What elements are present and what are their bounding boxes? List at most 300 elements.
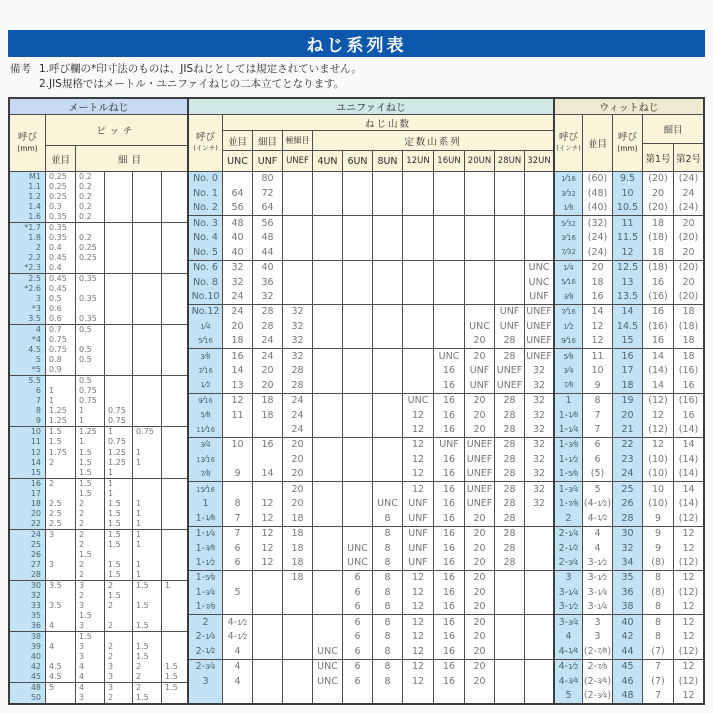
table-cell: 10 xyxy=(651,483,665,495)
table-cell xyxy=(525,571,553,585)
table-cell: 16 xyxy=(442,379,456,391)
whitworth-no2-header: 第2号 xyxy=(675,153,702,165)
value-column xyxy=(253,172,283,215)
table-cell xyxy=(343,172,372,186)
table-cell: 12 xyxy=(261,542,274,554)
whitworth-call-inch-header xyxy=(555,115,583,171)
table-cell: 1.5 xyxy=(136,651,149,661)
table-cell: 1.5 xyxy=(108,529,121,539)
table-cell: 24 xyxy=(30,529,41,539)
value-column xyxy=(643,216,674,259)
table-cell: 45 xyxy=(30,671,41,681)
table-cell xyxy=(283,630,312,644)
table-cell: 6 xyxy=(594,439,601,451)
row-group xyxy=(10,172,187,222)
table-cell: 8 xyxy=(594,395,601,407)
value-column xyxy=(133,223,162,273)
table-cell: No. 5 xyxy=(193,246,218,258)
table-cell: UNF xyxy=(439,439,459,451)
table-cell: 1.5 xyxy=(165,682,178,692)
value-column xyxy=(343,615,373,658)
value-column xyxy=(46,427,76,477)
whitworth-column-headers xyxy=(555,115,703,172)
value-column xyxy=(643,349,674,392)
table-cell: (8) xyxy=(651,556,665,568)
table-cell: 3- 3 ⁄ 4 xyxy=(558,616,579,628)
table-cell: 4- 1 ⁄ 2 xyxy=(227,631,248,643)
table-cell: 16 xyxy=(651,306,665,318)
table-cell xyxy=(465,261,494,275)
table-cell: 14 xyxy=(682,483,695,495)
size-designation-column xyxy=(189,216,223,259)
value-column xyxy=(434,438,465,481)
table-cell: 4 xyxy=(49,641,55,651)
table-cell: 13 ⁄ 16 xyxy=(196,453,215,465)
table-cell: 20 xyxy=(231,320,244,332)
table-cell: UNF xyxy=(469,365,490,377)
table-cell: 0.75 xyxy=(79,396,97,406)
table-cell xyxy=(253,571,282,585)
table-cell xyxy=(46,550,75,560)
table-cell: (2- 3 ⁄ 4 ) xyxy=(583,675,612,687)
table-cell: 18 xyxy=(651,217,665,229)
table-cell: 12 xyxy=(621,246,634,258)
table-cell: 11.5 xyxy=(616,232,639,244)
table-cell: 25 xyxy=(30,539,41,549)
table-cell: 11 xyxy=(231,409,244,421)
value-column xyxy=(76,376,105,426)
table-cell: 5 ⁄ 16 xyxy=(561,276,576,288)
value-column xyxy=(343,394,373,437)
table-cell: 28 xyxy=(503,512,516,524)
table-cell: 7 ⁄ 16 xyxy=(198,365,213,377)
table-cell: 1.8 xyxy=(28,233,41,243)
unified-tpi-header: ねじ山数 xyxy=(223,115,553,131)
table-cell xyxy=(525,186,553,200)
table-cell: 0.45 xyxy=(49,284,67,294)
table-cell xyxy=(223,600,252,614)
table-cell: No. 8 xyxy=(193,276,218,288)
table-cell: (16) xyxy=(648,291,668,302)
table-cell: 4- 1 ⁄ 2 xyxy=(587,512,608,524)
table-cell xyxy=(495,172,524,186)
table-cell xyxy=(76,365,104,375)
table-cell xyxy=(283,600,312,614)
size-designation-column xyxy=(613,261,643,304)
table-cell xyxy=(495,585,524,599)
table-cell xyxy=(283,644,312,658)
table-cell: 1.5 xyxy=(49,437,62,447)
table-cell: 28 xyxy=(503,350,516,362)
table-cell: 5 xyxy=(565,689,572,701)
value-column xyxy=(434,527,465,570)
table-cell: 1.25 xyxy=(49,406,67,416)
table-cell: (12) xyxy=(678,556,699,568)
col-header-unc: UNC xyxy=(223,151,253,171)
value-column xyxy=(434,394,465,437)
table-cell: 5 xyxy=(234,586,241,598)
table-cell: UNEF xyxy=(466,498,493,510)
row-group xyxy=(189,614,553,658)
table-cell: 12 xyxy=(682,616,695,628)
table-cell: *1.7 xyxy=(24,223,41,233)
row-group xyxy=(555,437,703,481)
table-cell xyxy=(283,585,312,599)
table-cell xyxy=(373,319,402,333)
table-cell: 1.4 xyxy=(28,202,41,212)
size-designation-column xyxy=(613,216,643,259)
value-column xyxy=(403,660,434,703)
whitworth-call-mm-header xyxy=(613,115,643,171)
table-cell: 1.25 xyxy=(108,457,126,467)
table-cell xyxy=(343,423,372,437)
table-cell xyxy=(133,233,161,243)
table-cell: (12) xyxy=(678,675,699,687)
table-cell xyxy=(403,186,433,200)
table-cell: 15 xyxy=(621,335,634,347)
table-cell xyxy=(133,468,161,478)
table-cell: 0.2 xyxy=(79,202,92,212)
value-column xyxy=(373,571,403,614)
table-cell: 11 xyxy=(591,350,604,362)
value-column xyxy=(643,305,674,348)
table-cell: 32 xyxy=(532,365,546,377)
col-header-unef: UNEF xyxy=(283,151,313,171)
table-cell: 1.5 xyxy=(79,457,92,467)
value-column xyxy=(583,438,613,481)
table-cell: *2.3 xyxy=(24,263,41,273)
whitworth-fine-header: 細目 xyxy=(643,115,703,144)
table-cell: 0.35 xyxy=(49,223,67,233)
table-cell: 6 xyxy=(354,586,361,598)
table-cell: 1 xyxy=(49,386,55,396)
value-column xyxy=(343,305,373,348)
table-cell: UNF xyxy=(499,306,520,318)
whitworth-call-inch-label: 呼び xyxy=(558,132,578,143)
table-cell: 12 xyxy=(682,661,695,673)
table-cell: UNC xyxy=(347,542,368,554)
value-column xyxy=(283,438,313,481)
table-cell xyxy=(253,630,282,644)
table-cell xyxy=(223,172,252,186)
table-cell: UNEF xyxy=(526,320,552,332)
table-cell xyxy=(162,693,187,703)
value-column xyxy=(253,482,283,525)
table-cell: 8 xyxy=(384,512,391,524)
table-cell: 0.45 xyxy=(49,274,67,284)
value-column xyxy=(253,394,283,437)
table-cell: 16 xyxy=(442,365,456,377)
table-cell: No. 4 xyxy=(193,232,218,244)
table-cell: 0.6 xyxy=(49,314,62,324)
table-cell: 5 xyxy=(49,682,55,692)
row-group xyxy=(10,631,187,682)
table-cell xyxy=(105,304,132,314)
table-cell: 1.5 xyxy=(136,641,149,651)
table-cell: 16 xyxy=(442,631,456,643)
col-header-28un: 28UN xyxy=(495,151,525,171)
table-cell: 16 xyxy=(442,483,456,495)
table-cell: (8) xyxy=(651,586,665,598)
table-cell: 2 xyxy=(49,457,55,467)
table-cell: 0.5 xyxy=(79,345,92,355)
value-column xyxy=(465,172,495,215)
value-column xyxy=(283,394,313,437)
table-cell xyxy=(133,212,161,222)
size-designation-column xyxy=(189,571,223,614)
value-column xyxy=(223,394,253,437)
table-cell: 12 xyxy=(411,601,425,613)
value-column xyxy=(283,482,313,525)
table-cell: 7 xyxy=(594,423,601,435)
table-cell: 28 xyxy=(291,379,304,391)
table-cell xyxy=(223,423,252,437)
table-cell: 22 xyxy=(621,439,634,451)
table-cell xyxy=(343,290,372,304)
value-column xyxy=(343,261,373,304)
table-cell xyxy=(162,530,187,540)
table-cell: 18 xyxy=(261,409,274,421)
table-cell: 0.2 xyxy=(79,192,92,202)
table-cell: 36 xyxy=(261,276,274,288)
table-cell: 2- 7 ⁄ 8 xyxy=(587,661,608,673)
table-cell: 1 xyxy=(136,529,142,539)
size-designation-column xyxy=(555,527,583,570)
value-column xyxy=(583,261,613,304)
metric-table-body xyxy=(10,172,187,703)
table-cell xyxy=(495,674,524,688)
table-cell: 35 xyxy=(621,572,634,584)
table-cell xyxy=(133,182,161,192)
table-cell: 25 xyxy=(621,483,634,495)
table-cell xyxy=(162,243,187,253)
table-cell xyxy=(162,437,187,447)
value-column xyxy=(343,482,373,525)
table-cell: 1 ⁄ 2 xyxy=(200,379,211,391)
value-column xyxy=(434,305,465,348)
table-cell: 6 xyxy=(354,645,361,657)
table-cell: 1.1 xyxy=(28,182,41,192)
table-cell: 4 xyxy=(79,671,85,681)
value-column xyxy=(373,615,403,658)
table-cell xyxy=(133,386,161,396)
value-column xyxy=(403,216,434,259)
table-cell: 16 xyxy=(442,528,456,540)
table-cell xyxy=(343,349,372,363)
table-cell xyxy=(283,660,312,674)
value-column xyxy=(133,172,162,222)
table-cell: 30 xyxy=(621,528,634,540)
table-cell: 0.75 xyxy=(79,386,97,396)
table-cell xyxy=(343,394,372,408)
table-cell: 1.5 xyxy=(165,661,178,671)
table-cell xyxy=(162,263,187,273)
table-cell: 18 xyxy=(291,528,304,540)
table-cell xyxy=(495,630,524,644)
table-cell: 4- 1 ⁄ 2 xyxy=(227,616,248,628)
table-cell: 1- 3 ⁄ 4 xyxy=(558,483,579,495)
table-cell xyxy=(343,511,372,525)
table-cell: (14) xyxy=(678,423,699,435)
table-cell: (32) xyxy=(587,217,608,229)
table-cell: (14) xyxy=(678,498,699,510)
value-column xyxy=(283,172,313,215)
table-cell xyxy=(105,243,132,253)
table-cell xyxy=(133,314,161,324)
table-cell: 12 xyxy=(411,409,425,421)
metric-pitch-header: ピッチ xyxy=(46,115,187,146)
value-column xyxy=(583,172,613,215)
table-cell: 40 xyxy=(621,616,634,628)
table-cell: 16 xyxy=(442,512,456,524)
table-cell xyxy=(313,231,342,245)
row-group xyxy=(555,348,703,392)
table-cell: 1 xyxy=(79,406,85,416)
value-column xyxy=(495,527,525,570)
value-column xyxy=(674,216,703,259)
value-column xyxy=(465,660,495,703)
whitworth-coarse-header: 並目 xyxy=(583,115,613,171)
table-cell: (48) xyxy=(587,187,608,199)
table-cell: 4.5 xyxy=(49,671,62,681)
table-cell: (2- 7 ⁄ 8 ) xyxy=(583,645,612,657)
table-cell: 2.5 xyxy=(49,508,62,518)
table-cell: 12 xyxy=(682,689,695,701)
table-cell xyxy=(162,570,187,580)
table-cell: 2.2 xyxy=(28,253,41,263)
table-cell: 56 xyxy=(261,217,274,229)
table-cell xyxy=(313,482,342,496)
table-cell xyxy=(373,216,402,230)
table-cell: UNC xyxy=(528,276,550,288)
table-cell xyxy=(495,245,524,259)
table-cell: 3- 1 ⁄ 4 xyxy=(587,586,608,598)
table-cell: 1- 1 ⁄ 4 xyxy=(195,528,216,540)
value-column xyxy=(105,581,133,631)
notes-lines xyxy=(39,62,362,92)
table-cell: 0.75 xyxy=(108,437,126,447)
size-designation-column xyxy=(10,274,46,324)
row-group xyxy=(10,580,187,631)
table-cell: 0.9 xyxy=(49,365,62,375)
table-cell: 20 xyxy=(473,423,486,435)
row-group xyxy=(10,426,187,477)
table-cell xyxy=(133,253,161,263)
table-cell: M1 xyxy=(29,172,41,181)
table-cell: (10) xyxy=(648,498,668,510)
table-cell xyxy=(162,519,187,529)
table-cell xyxy=(525,201,553,215)
whitworth-table-body xyxy=(555,172,703,703)
table-cell xyxy=(525,527,553,541)
table-cell xyxy=(403,319,433,333)
value-column xyxy=(283,216,313,259)
table-cell: 16 xyxy=(442,556,456,568)
table-cell: 6 xyxy=(354,601,361,613)
value-column xyxy=(434,172,465,215)
table-cell: 32 xyxy=(291,320,304,332)
table-cell xyxy=(525,556,553,570)
value-column xyxy=(223,305,253,348)
table-cell xyxy=(162,489,187,499)
table-cell xyxy=(403,378,433,392)
table-cell xyxy=(373,438,402,452)
table-cell xyxy=(105,233,132,243)
table-cell xyxy=(495,600,524,614)
table-cell xyxy=(105,192,132,202)
table-cell xyxy=(162,416,187,426)
table-cell xyxy=(313,408,342,422)
table-cell: 24 xyxy=(231,291,244,302)
table-cell: 20 xyxy=(591,262,604,274)
table-cell: 9 ⁄ 16 xyxy=(198,395,213,407)
table-cell xyxy=(162,652,187,662)
table-cell: 12 xyxy=(682,631,695,643)
table-cell: No.10 xyxy=(191,291,220,302)
table-cell xyxy=(133,376,161,386)
table-cell: 16 xyxy=(261,439,274,451)
table-cell: 20 xyxy=(473,645,486,657)
table-cell: 32 xyxy=(261,291,274,302)
table-cell xyxy=(495,201,524,215)
table-cell xyxy=(162,202,187,212)
table-cell: 16 xyxy=(442,409,456,421)
table-cell xyxy=(162,212,187,222)
table-cell xyxy=(465,231,494,245)
value-column xyxy=(283,527,313,570)
table-cell: 0.35 xyxy=(79,314,97,324)
whitworth-call-mm-label: 呼び xyxy=(617,132,637,143)
value-column xyxy=(313,349,343,392)
row-group xyxy=(10,529,187,580)
table-cell: 13.5 xyxy=(616,291,639,302)
table-cell: 12 xyxy=(411,439,425,451)
whitworth-section-title: ウィットねじ xyxy=(555,99,703,115)
col-header-4un: 4UN xyxy=(313,151,343,171)
value-column xyxy=(403,261,434,304)
row-group xyxy=(189,348,553,392)
table-cell xyxy=(465,172,494,186)
table-cell: 50 xyxy=(30,692,41,702)
table-cell xyxy=(403,305,433,319)
table-cell: 2 xyxy=(79,569,85,579)
value-column xyxy=(674,394,703,437)
table-cell xyxy=(46,591,75,601)
value-column xyxy=(495,571,525,614)
table-cell: 3 ⁄ 4 xyxy=(563,365,574,377)
size-designation-column xyxy=(10,632,46,682)
table-cell: 3- 1 ⁄ 2 xyxy=(587,572,608,584)
table-cell: 1- 7 ⁄ 8 xyxy=(558,498,579,510)
table-cell: UNEF xyxy=(466,453,493,465)
table-cell: 24 xyxy=(261,335,274,347)
table-cell: 6 xyxy=(354,675,361,687)
value-column xyxy=(105,530,133,580)
table-cell xyxy=(162,396,187,406)
table-cell: 7 ⁄ 8 xyxy=(200,468,211,480)
table-cell: 2- 3 ⁄ 4 xyxy=(558,556,579,568)
table-cell: 7 xyxy=(234,528,241,540)
table-cell: 2 xyxy=(79,508,85,518)
table-cell: 48 xyxy=(231,217,244,229)
value-column xyxy=(162,172,187,222)
table-cell xyxy=(313,438,342,452)
table-cell: 4 xyxy=(79,682,85,692)
table-cell: 0.5 xyxy=(79,325,92,335)
table-cell: 12 xyxy=(651,409,665,421)
value-column xyxy=(283,660,313,703)
table-cell xyxy=(46,652,75,662)
